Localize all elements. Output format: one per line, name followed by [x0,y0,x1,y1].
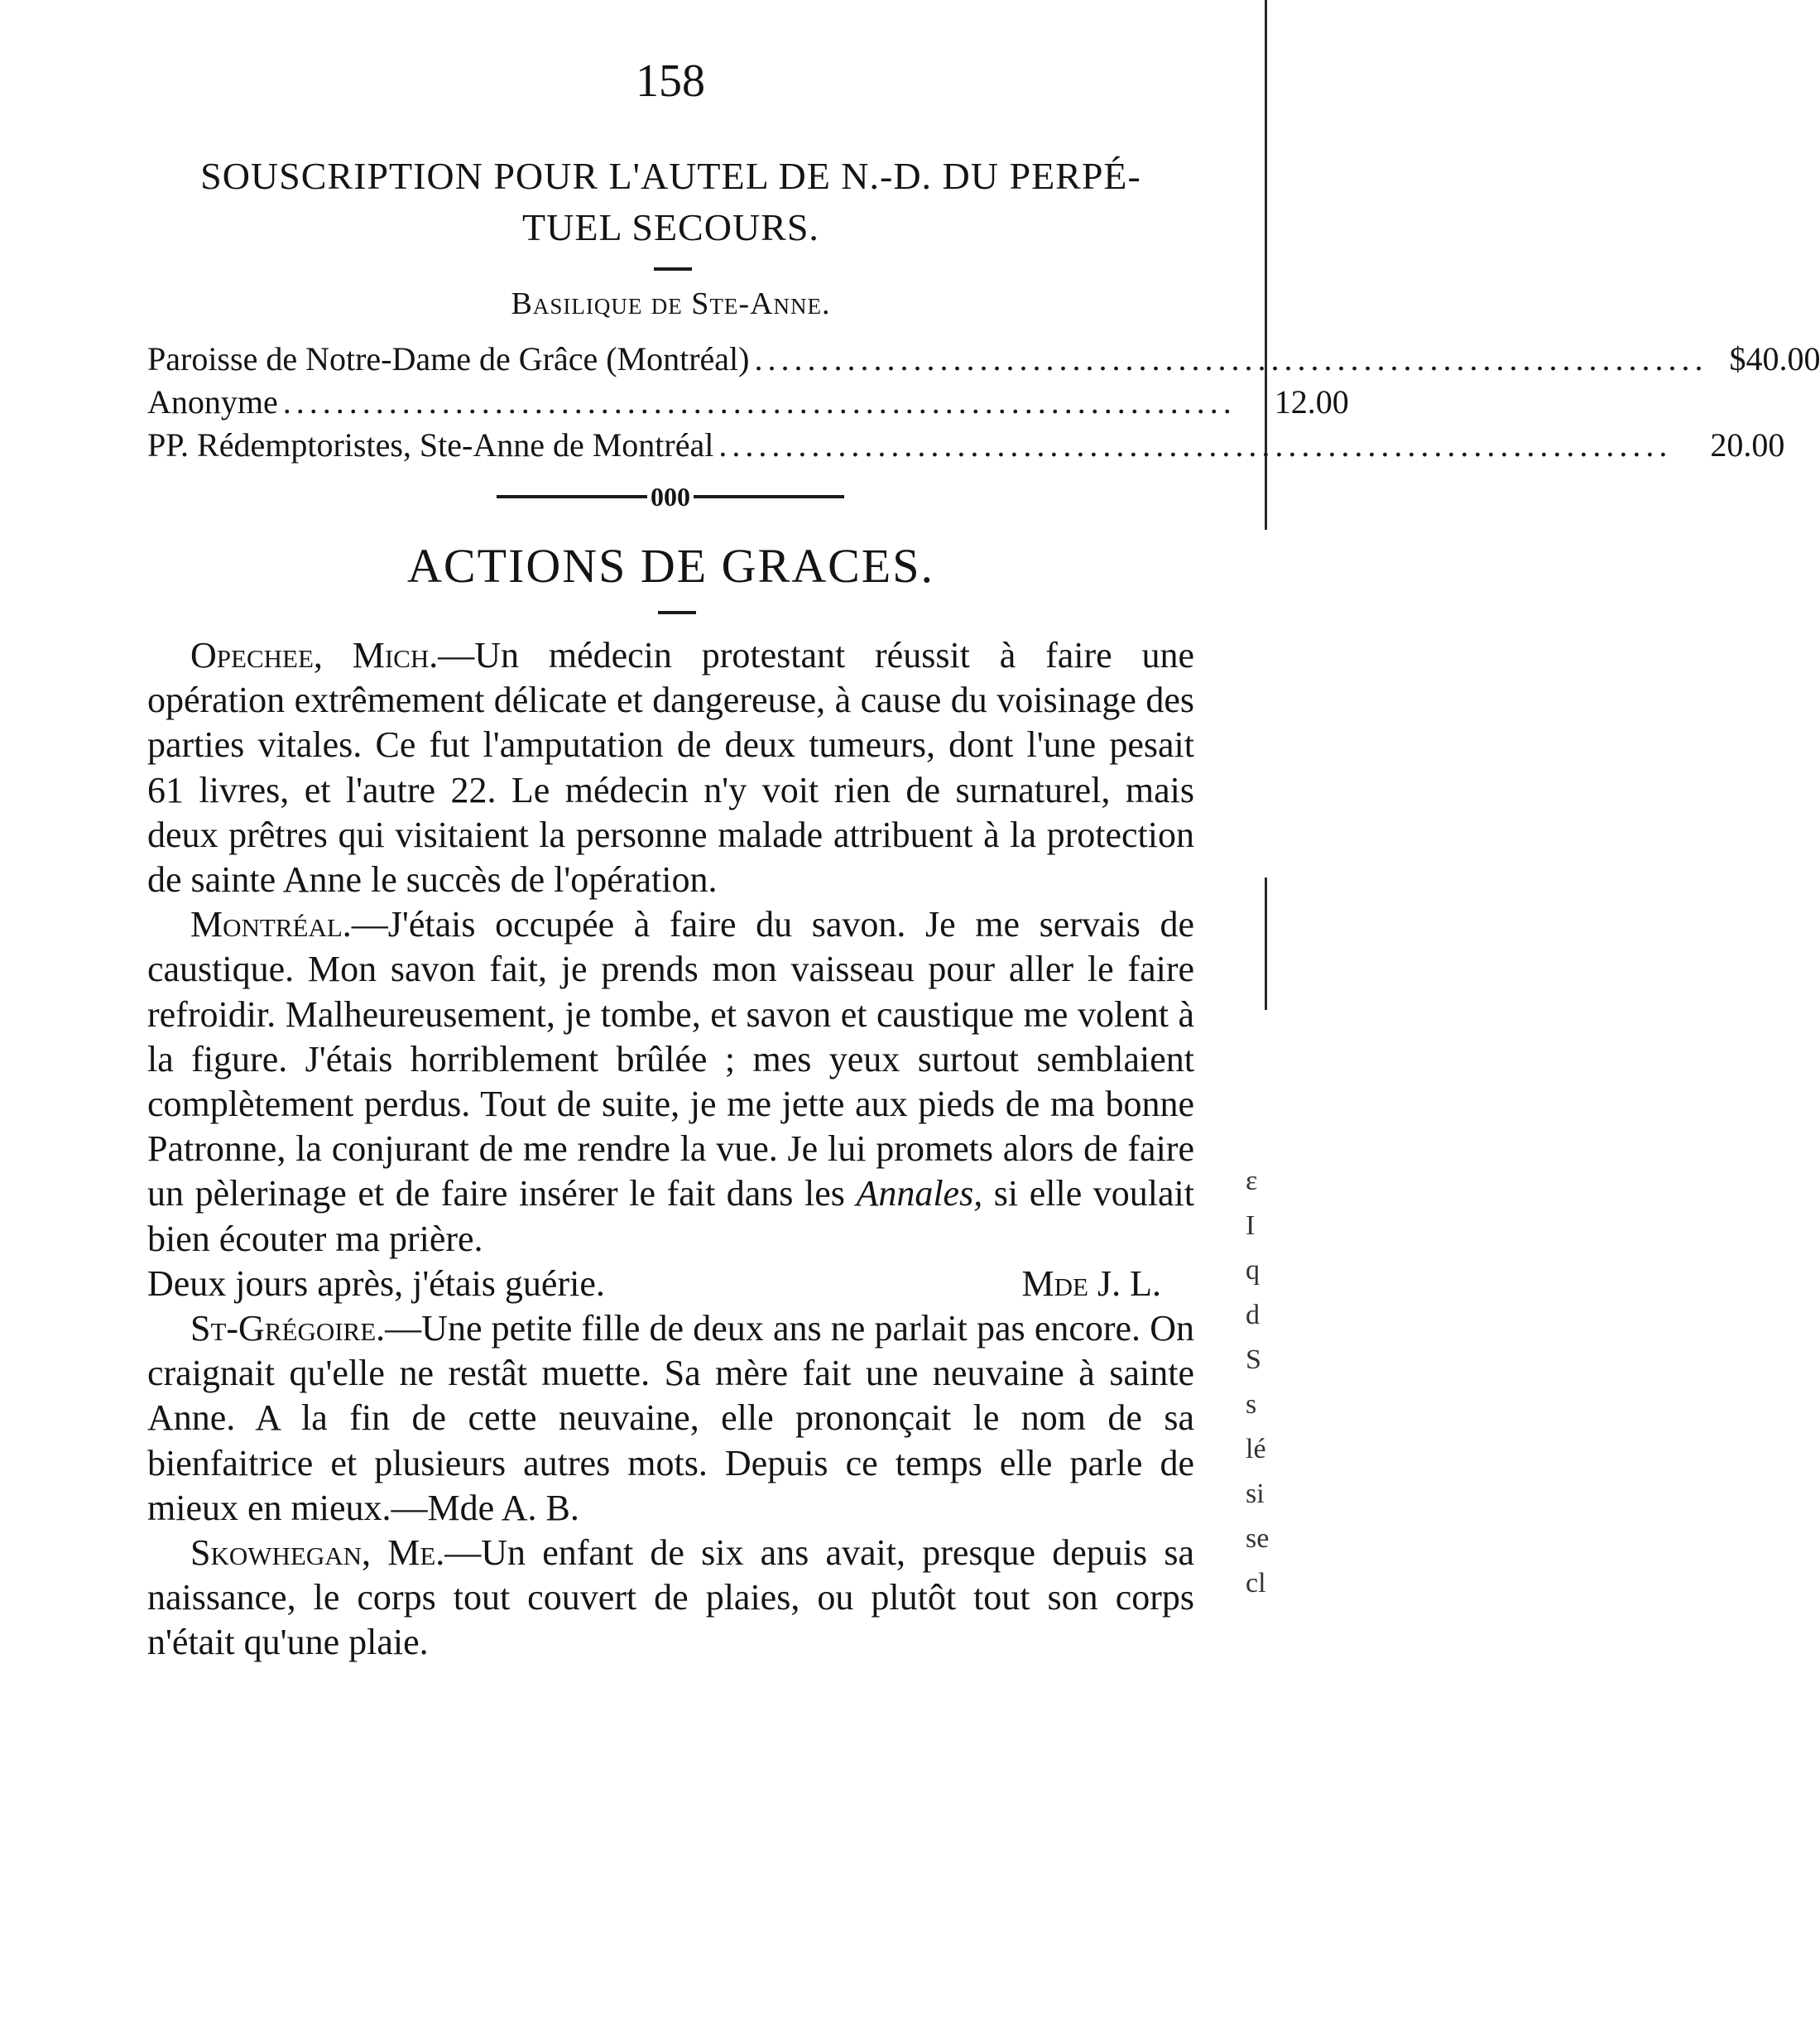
subscription-heading: Basilique de Ste-Anne. [511,286,831,321]
separator-line-left [497,495,647,498]
subscriber-name: PP. Rédemptoristes, Ste-Anne de Montréal [147,426,714,464]
subscription-row [147,381,1349,424]
testimonial-text: —Une petite fille de deux ans ne parlait pas encore. On craignait qu'elle ne restât muette. Sa mère fait une neuvaine à sainte Anne. A la fin de cette neuvaine, elle prononçait le nom de sa bienfaitrice et plusieurs autres mots. Depuis ce temps elle parle de mieux en mieux.—Mde A. B. [147,1308,1194,1528]
dot-leader: ........................................................................ [754,340,1708,377]
bleed-char: se [1246,1523,1270,1554]
bleed-char: q [1246,1255,1260,1286]
page-number: 158 [636,55,705,107]
testimonial-text: —Un enfant de six ans avait, presque depuis sa naissance, le corps tout couvert de plaies, ou plutôt tout son corps n'était qu'une plaie. [147,1532,1194,1663]
section-separator [497,480,844,513]
testimonial-place: St-Grégoire. [190,1308,386,1349]
section-title: ACTIONS DE GRACES. [407,539,934,593]
bleed-char: S [1246,1344,1261,1375]
bleed-char: cl [1246,1568,1266,1599]
signature-line [147,1262,1194,1306]
testimonial-place: Skowhegan, Me. [190,1532,445,1574]
facing-page-bleed-through [1246,1159,1287,1606]
testimonial-paragraph [147,1531,1194,1666]
subscription-list [147,338,1820,467]
subscription-amount: $40.00 [1729,340,1820,377]
title-rule [654,267,692,271]
testimonial-place: Montréal. [190,904,352,945]
subscription-amount: 20.00 [1710,426,1785,464]
testimonial-text: —Un médecin protestant réussit à faire une opération extrêmement délicate et dangereuse, à cause du voisinage des parties vitales. Ce fut l'amputation de deux tumeurs, dont l'une pesait 61 livres, et l'autre 22. Le médecin n'y voit rien de surnaturel, mais deux prêtres qui visitaient la personne malade attribuent à la protection de sainte Anne le succès de l'opération. [147,635,1195,901]
testimonials [147,633,1194,1666]
testimonial-paragraph [147,1306,1194,1531]
bleed-char: s [1246,1389,1257,1420]
bleed-char: si [1246,1478,1265,1509]
bleed-char: d [1246,1300,1260,1330]
section-title-rule [658,611,696,614]
bleed-char: I [1246,1210,1256,1241]
dot-leader: ........................................................................ [282,383,1237,421]
testimonial-place: Opechee, Mich. [190,635,439,676]
subscription-row [147,338,1820,381]
dot-leader: ........................................................................ [718,426,1673,464]
subscription-amount: 12.00 [1274,383,1349,421]
separator-mark: 000 [651,482,690,512]
title-line-2: TUEL SECOURS. [522,206,819,248]
bleed-char: lé [1246,1434,1266,1464]
testimonial-paragraph [147,633,1194,902]
facing-page-edge-rule-lower [1265,877,1267,1010]
testimonial-text-continued: si elle voulait bien écouter ma prière. [147,1173,1194,1259]
testimonial-last-line: Deux jours après, j'étais guérie. [147,1262,605,1304]
title-line-1: SOUSCRIPTION POUR L'AUTEL DE N.-D. DU PERPÉ- [200,155,1141,197]
subscriber-name: Anonyme [147,383,278,421]
subscription-title [147,151,1194,253]
testimonial-text: —J'étais occupée à faire du savon. Je me servais de caustique. Mon savon fait, je prends mon vaisseau pour aller le faire refroidir. Malheureusement, je tombe, et savon et caustique me volent à la figure. J'étais horriblement brûlée ; mes yeux surtout semblaient complètement perdus. Tout de suite, je me jette aux pieds de ma bonne Patronne, la conjurant de me rendre la vue. Je lui promets alors de faire un pèlerinage et de faire insérer le fait dans les [147,904,1194,1214]
testimonial-paragraph [147,902,1194,1262]
subscription-row [147,424,1785,467]
separator-line-right [694,495,844,498]
subscriber-name: Paroisse de Notre-Dame de Grâce (Montréal) [147,340,750,377]
bleed-char: ɛ [1246,1166,1258,1196]
testimonial-signature: Mde J. L. [1021,1262,1161,1304]
annales-italic: Annales, [856,1173,983,1214]
